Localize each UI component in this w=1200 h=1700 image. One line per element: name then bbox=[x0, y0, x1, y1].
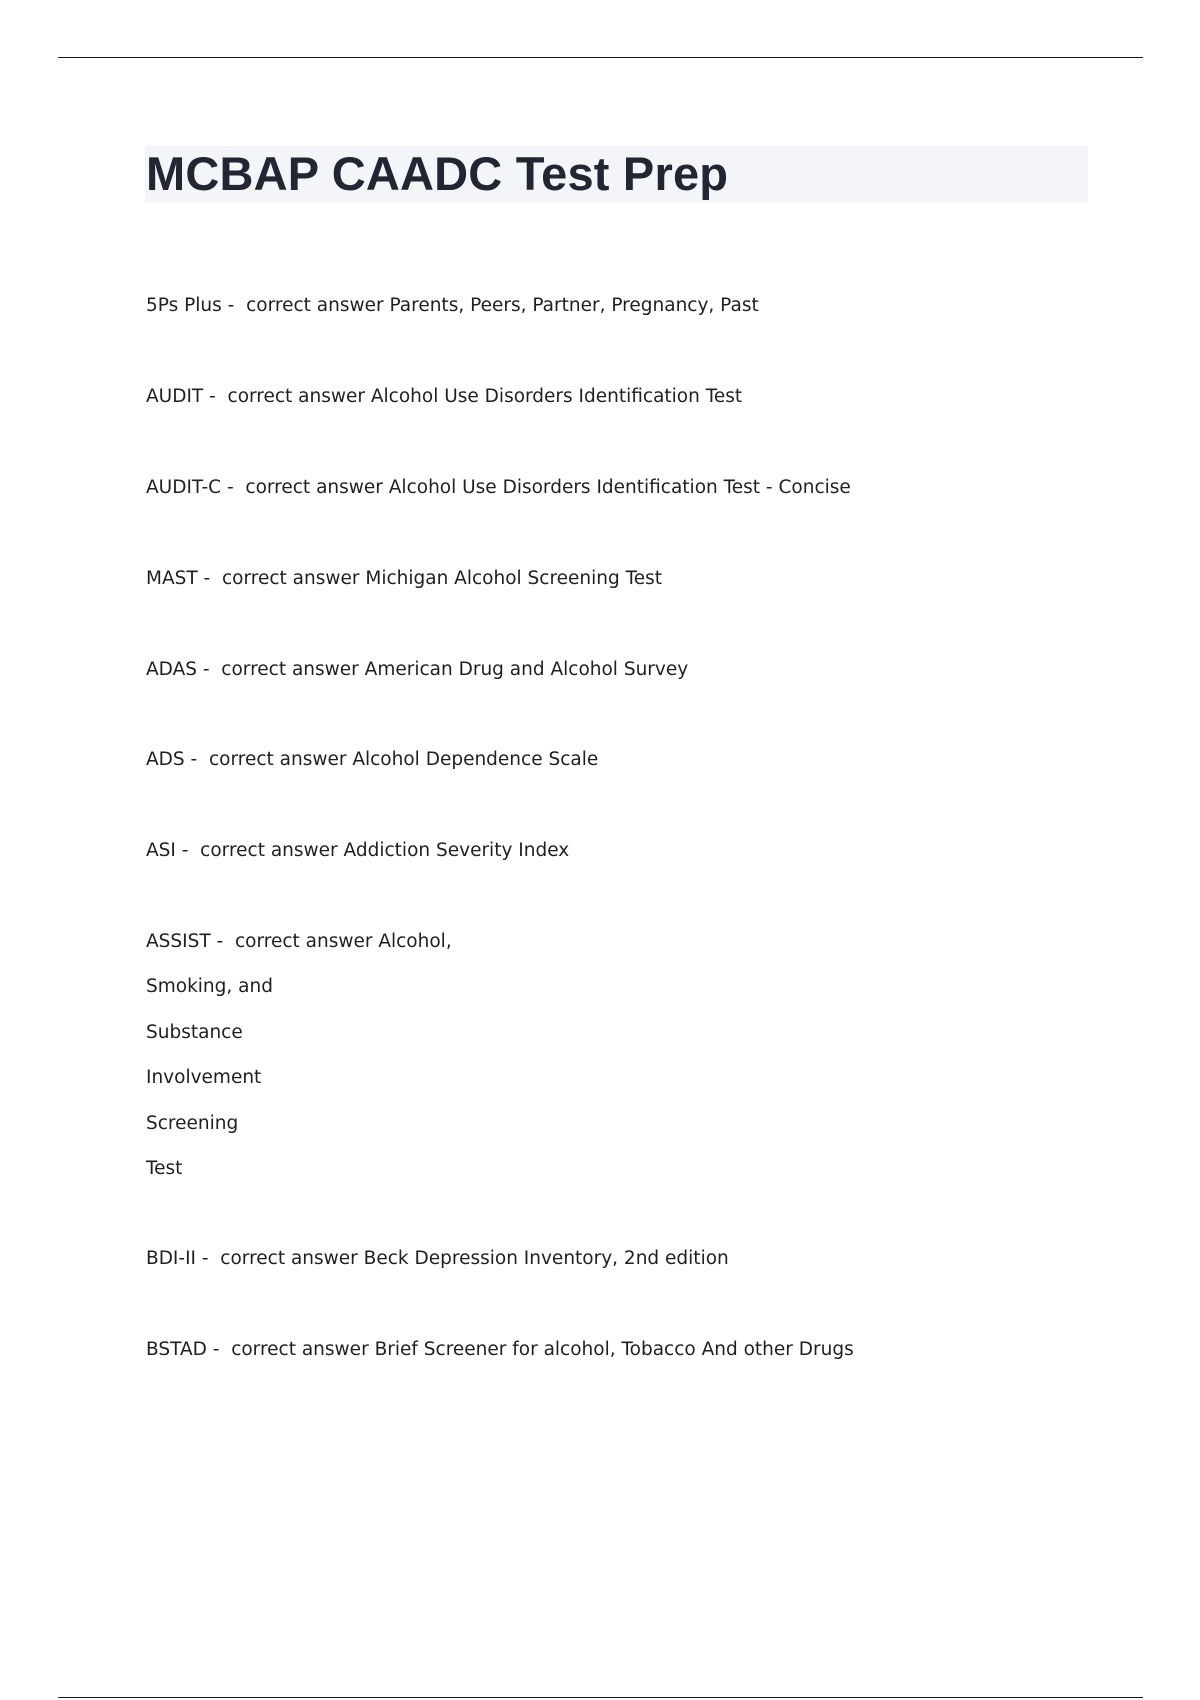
qa-entry-asi bbox=[146, 836, 569, 866]
qa-entry-ads bbox=[146, 745, 598, 775]
entry-term: ASI bbox=[146, 840, 176, 861]
entry-answer: Parents, Peers, Partner, Pregnancy, Past bbox=[389, 295, 759, 316]
entry-answer-line: Test bbox=[146, 1157, 183, 1179]
entry-term: ADAS bbox=[146, 659, 197, 680]
entry-separator: - correct answer bbox=[210, 931, 379, 952]
entry-answer-line: Smoking, and bbox=[146, 976, 273, 998]
entry-separator: - correct answer bbox=[196, 659, 365, 680]
qa-entry-adas bbox=[146, 655, 688, 685]
entry-term: ASSIST bbox=[146, 931, 211, 952]
entry-separator: - correct answer bbox=[206, 1339, 375, 1360]
entry-line bbox=[146, 927, 452, 972]
qa-entry-bdi-ii bbox=[146, 1244, 729, 1274]
qa-entry-assist bbox=[146, 927, 452, 1199]
entry-answer-line: Screening bbox=[146, 1112, 239, 1134]
top-rule bbox=[58, 57, 1143, 58]
qa-entry-audit bbox=[146, 382, 742, 412]
qa-entry-audit-c bbox=[146, 473, 851, 503]
entry-separator: - correct answer bbox=[197, 568, 366, 589]
qa-entry-mast bbox=[146, 564, 662, 594]
entry-term: MAST bbox=[146, 568, 198, 589]
entry-separator: - correct answer bbox=[195, 1248, 364, 1269]
entry-separator: - correct answer bbox=[184, 749, 353, 770]
entry-answer-line: Alcohol, bbox=[378, 931, 452, 952]
entry-answer: Addiction Severity Index bbox=[343, 840, 570, 861]
entry-term: AUDIT-C bbox=[146, 477, 222, 498]
entry-term: 5Ps Plus bbox=[146, 295, 222, 316]
entry-answer: Alcohol Dependence Scale bbox=[352, 749, 599, 770]
entry-answer: Alcohol Use Disorders Identification Test bbox=[370, 386, 743, 407]
entry-separator: - correct answer bbox=[175, 840, 344, 861]
entry-answer: Brief Screener for alcohol, Tobacco And other Drugs bbox=[374, 1339, 854, 1360]
bottom-rule bbox=[58, 1697, 1143, 1698]
entry-answer-line: Involvement bbox=[146, 1067, 262, 1089]
entry-term: BSTAD bbox=[146, 1339, 207, 1360]
entry-separator: - correct answer bbox=[203, 386, 371, 407]
entry-answer: American Drug and Alcohol Survey bbox=[364, 659, 689, 680]
entry-answer: Michigan Alcohol Screening Test bbox=[365, 568, 663, 589]
entry-answer: Alcohol Use Disorders Identification Test - Concise bbox=[388, 477, 851, 498]
entry-answer: Beck Depression Inventory, 2nd edition bbox=[363, 1248, 729, 1269]
entry-term: ADS bbox=[146, 749, 185, 770]
entry-term: BDI-II bbox=[146, 1248, 196, 1269]
entry-answer-line: Substance bbox=[146, 1021, 243, 1043]
entry-separator: - correct answer bbox=[221, 477, 389, 498]
entry-separator: - correct answer bbox=[221, 295, 390, 316]
qa-entry-bstad bbox=[146, 1335, 854, 1365]
qa-entry-5ps-plus bbox=[146, 291, 759, 321]
page-title: MCBAP CAADC Test Prep bbox=[146, 147, 729, 200]
entry-term: AUDIT bbox=[146, 386, 204, 407]
